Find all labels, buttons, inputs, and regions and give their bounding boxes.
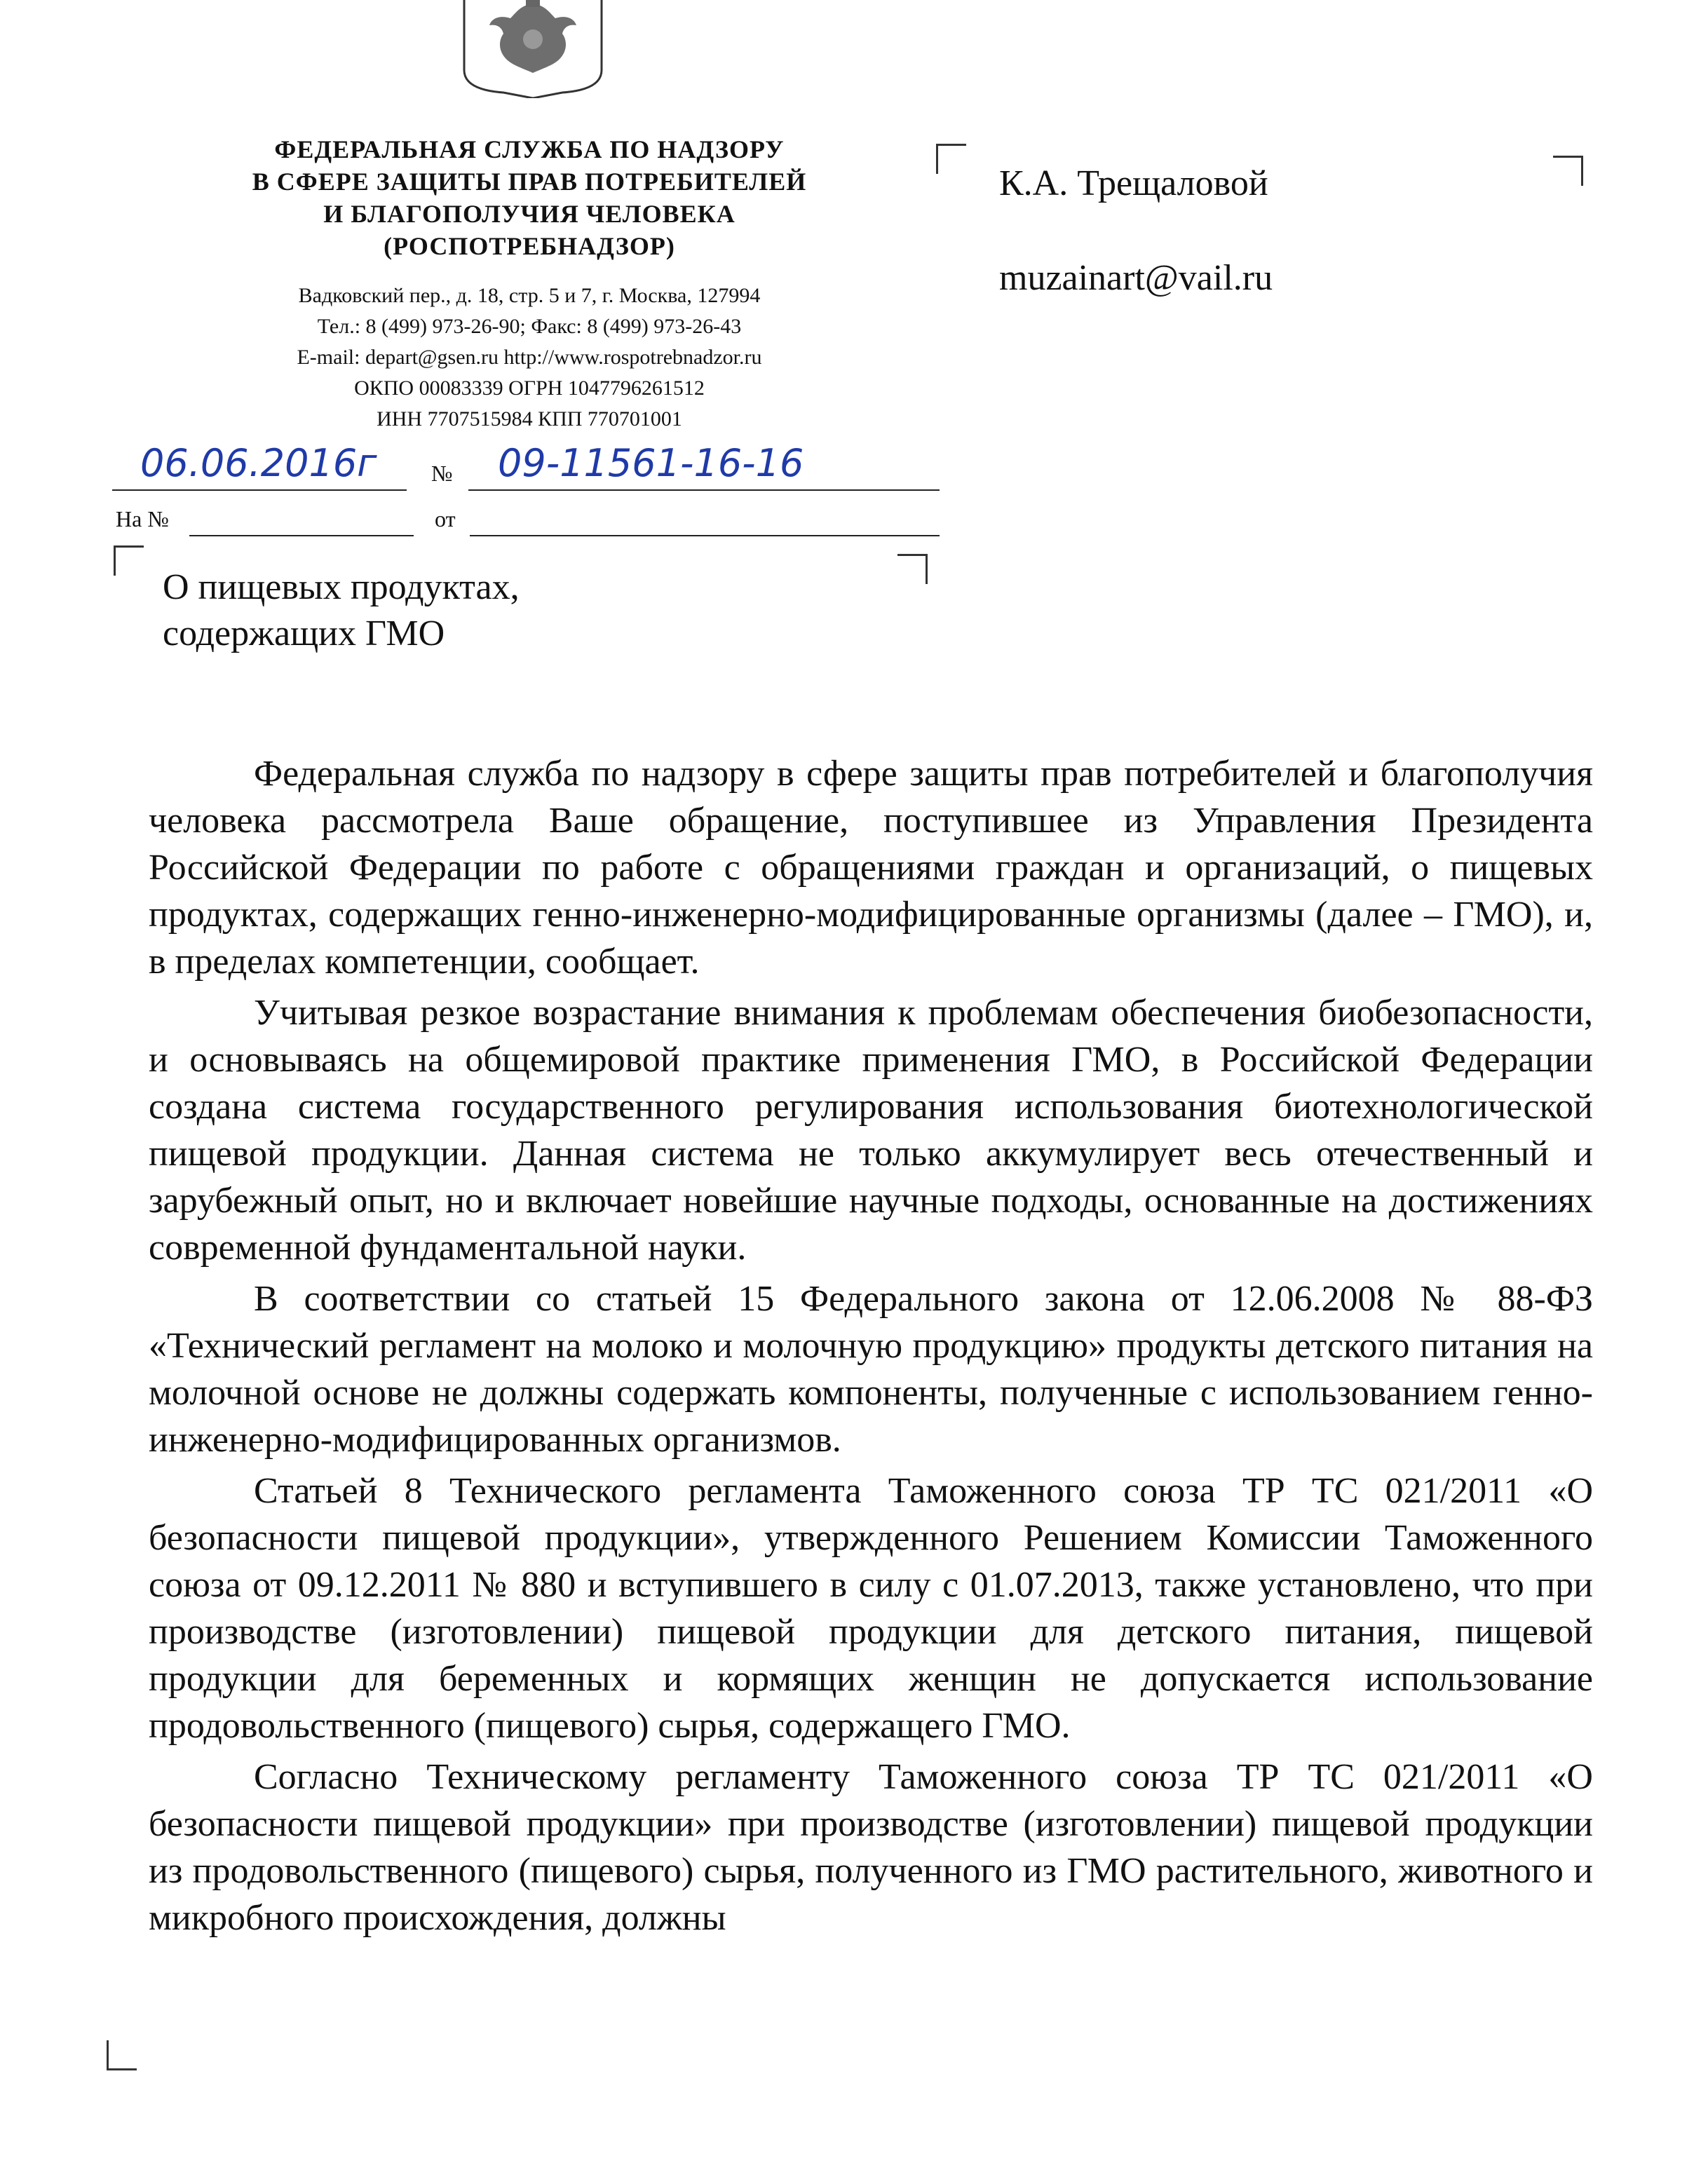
recipient-email: muzainart@vail.ru [999, 258, 1273, 298]
agency-contacts-block [175, 280, 883, 435]
body-paragraph: В соответствии со статьей 15 Федерального закона от 12.06.2008 № 88-ФЗ «Технический регламент на молоко и молочную продукцию» продукты детского питания на молочной основе не должны содержать компоненты, полученные с использованием генно-инженерно-модифицированных организмов. [149, 1279, 1593, 1460]
subject-block [163, 564, 520, 657]
phone-fax-line: Тел.: 8 (499) 973-26-90; Факс: 8 (499) 973-26-43 [317, 315, 742, 338]
subject-line: О пищевых продуктах, [163, 567, 520, 607]
subject-corner-mark [114, 545, 144, 576]
subject-line: содержащих ГМО [163, 613, 445, 653]
reference-number-label: На № [116, 506, 169, 531]
agency-name-line: И БЛАГОПОЛУЧИЯ ЧЕЛОВЕКА [323, 200, 736, 228]
agency-name-line: (РОСПОТРЕБНАДЗОР) [384, 232, 675, 260]
reference-date-label: от [435, 506, 456, 531]
handwritten-date: 06.06.2016г [140, 441, 377, 485]
recipient-name: К.А. Трещаловой [999, 163, 1268, 203]
letter-body [149, 750, 1593, 1946]
body-paragraph: Учитывая резкое возрастание внимания к проблемам обеспечения биобезопасности, и основываясь на общемировой практике применения ГМО, в Российской Федерации создана система государственного регулирования использования биотехнологической пищевой продукции. Данная система не только аккумулирует весь отечественный и зарубежный опыт, но и включает новейшие научные подходы, основанные на достижениях современной фундаментальной науки. [149, 993, 1593, 1268]
body-paragraph: Согласно Техническому регламенту Таможенного союза ТР ТС 021/2011 «О безопасности пищевой продукции» при производстве (изготовлении) пищевой продукции из продовольственного (пищевого) сырья, полученного из ГМО растительного, животного и микробного происхождения, должны [149, 1757, 1593, 1938]
date-underline [112, 489, 407, 491]
agency-name-block [175, 133, 883, 262]
agency-name-line: В СФЕРЕ ЗАЩИТЫ ПРАВ ПОТРЕБИТЕЛЕЙ [252, 168, 807, 196]
body-paragraph: Статьей 8 Технического регламента Таможенного союза ТР ТС 021/2011 «О безопасности пищевой продукции», утвержденного Решением Комиссии Таможенного союза от 09.12.2011 № 880 и вступившего в силу с 01.07.2013, также установлено, что при производстве (изготовлении) пищевой продукции для детского питания, пищевой продукции для беременных и кормящих женщин не допускается использование продовольственного (пищевого) сырья, содержащего ГМО. [149, 1471, 1593, 1746]
registration-row [112, 435, 940, 491]
number-label: № [431, 461, 453, 486]
agency-name-line: ФЕДЕРАЛЬНАЯ СЛУЖБА ПО НАДЗОРУ [274, 135, 785, 163]
reference-row [112, 494, 940, 536]
page-corner-mark [107, 2040, 137, 2070]
recipient-corner-mark [1553, 156, 1583, 186]
inn-kpp-line: ИНН 7707515984 КПП 770701001 [377, 407, 682, 430]
reference-date-underline [470, 535, 940, 536]
number-underline [468, 489, 940, 491]
body-paragraph: Федеральная служба по надзору в сфере защиты прав потребителей и благополучия человека рассмотрела Ваше обращение, поступившее из Управления Президента Российской Федерации по работе с обращениями граждан и организаций, о пищевых продуктах, содержащих генно-инженерно-модифицированные организмы (далее – ГМО), и, в пределах компетенции, сообщает. [149, 754, 1593, 982]
handwritten-number: 09-11561-16-16 [498, 441, 804, 485]
address-line: Вадковский пер., д. 18, стр. 5 и 7, г. Москва, 127994 [298, 284, 761, 307]
subject-corner-mark [897, 554, 928, 584]
email-web-line: E-mail: depart@gsen.ru http://www.rospotrebnadzor.ru [297, 346, 762, 369]
recipient-corner-mark [936, 144, 966, 174]
coat-of-arms-emblem [461, 0, 604, 98]
okpo-ogrn-line: ОКПО 00083339 ОГРН 1047796261512 [354, 377, 705, 400]
reference-number-underline [189, 535, 414, 536]
